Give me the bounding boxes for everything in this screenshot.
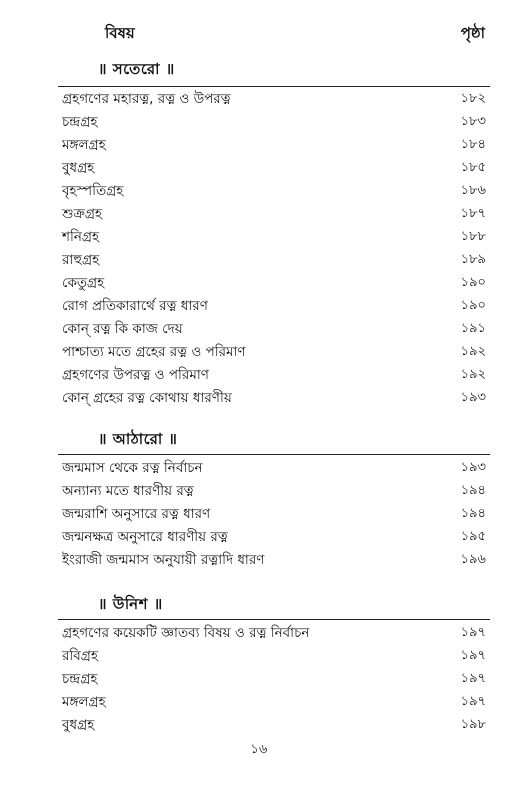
toc-entry	[62, 526, 486, 548]
toc-entry	[62, 714, 486, 736]
entry-page: ১৯৭	[460, 694, 486, 709]
entry-page: ১৮৮	[460, 229, 486, 244]
entry-title: গ্রহগণের মহারত্ন, রত্ন ও উপরত্ন	[62, 91, 231, 107]
entry-title: জন্মরাশি অনুসারে রত্ন ধারণ	[62, 506, 211, 522]
entry-page: ১৮২	[460, 91, 486, 106]
section-divider	[58, 86, 490, 87]
toc-entry	[62, 134, 486, 156]
entry-title: পাশ্চাত্য মতে গ্রহের রত্ন ও পরিমাণ	[62, 344, 246, 360]
section-title-17: ॥ সতেরো ॥	[98, 60, 175, 78]
page-column-heading: পৃষ্ঠা	[460, 24, 485, 42]
toc-header	[105, 22, 485, 44]
toc-entry	[62, 111, 486, 133]
toc-entry	[62, 180, 486, 202]
section-divider	[58, 454, 490, 455]
toc-entry	[62, 668, 486, 690]
entry-page: ১৯১	[460, 321, 486, 336]
entry-title: মঙ্গলগ্রহ	[62, 694, 106, 710]
entry-title: মঙ্গলগ্রহ	[62, 137, 106, 153]
entry-title: জন্মনক্ষত্র অনুসারে ধারণীয় রত্ন	[62, 529, 228, 545]
toc-entry	[62, 645, 486, 667]
entry-title: চন্দ্রগ্রহ	[62, 671, 98, 687]
entry-title: রোগ প্রতিকারার্থে রত্ন ধারণ	[62, 298, 208, 314]
toc-entry	[62, 203, 486, 225]
entry-page: ১৯৭	[460, 648, 486, 663]
toc-entry	[62, 157, 486, 179]
entry-title: গ্রহগণের উপরত্ন ও পরিমাণ	[62, 367, 209, 383]
section-divider	[58, 619, 490, 620]
entry-title: বৃহস্পতিগ্রহ	[62, 183, 124, 199]
entry-page: ১৯৫	[460, 529, 486, 544]
entry-title: রাহুগ্রহ	[62, 252, 100, 268]
entry-title: বুধগ্রহ	[62, 160, 95, 176]
entry-page: ১৯৮	[460, 717, 486, 732]
toc-entry	[62, 691, 486, 713]
entry-title: কেতুগ্রহ	[62, 275, 105, 291]
entry-page: ১৯৩	[460, 460, 486, 475]
entry-page: ১৯০	[460, 275, 486, 290]
toc-entry	[62, 272, 486, 294]
toc-entry	[62, 295, 486, 317]
entry-title: ইংরাজী জন্মমাস অনুযায়ী রত্নাদি ধারণ	[62, 552, 265, 568]
toc-entry	[62, 457, 486, 479]
entry-title: গ্রহগণের কয়েকটি জ্ঞাতব্য বিষয় ও রত্ন নির্বাচন	[62, 625, 310, 641]
toc-entry	[62, 480, 486, 502]
entry-title: অন্যান্য মতে ধারণীয় রত্ন	[62, 483, 194, 499]
entry-page: ১৮৩	[460, 114, 486, 129]
entry-title: শনিগ্রহ	[62, 229, 100, 245]
toc-entry	[62, 249, 486, 271]
toc-entry	[62, 226, 486, 248]
entry-page: ১৯২	[460, 367, 486, 382]
entry-page: ১৯৭	[460, 625, 486, 640]
toc-entry	[62, 503, 486, 525]
toc-entry	[62, 341, 486, 363]
toc-entry	[62, 364, 486, 386]
entry-page: ১৯৩	[460, 390, 486, 405]
entry-title: চন্দ্রগ্রহ	[62, 114, 98, 130]
entry-page: ১৯৬	[460, 552, 486, 567]
entry-page: ১৯২	[460, 344, 486, 359]
entry-page: ১৮৪	[460, 137, 486, 152]
entry-page: ১৯৭	[460, 671, 486, 686]
toc-entry	[62, 387, 486, 409]
subject-column-heading: বিষয়	[105, 24, 135, 42]
entry-title: বুধগ্রহ	[62, 717, 95, 733]
section-title-18: ॥ আঠারো ॥	[98, 430, 178, 448]
entry-page: ১৮৫	[460, 160, 486, 175]
toc-entry	[62, 88, 486, 110]
entry-page: ১৯৪	[460, 483, 486, 498]
toc-entry	[62, 318, 486, 340]
entry-title: কোন্ গ্রহের রত্ন কোথায় ধারণীয়	[62, 390, 232, 406]
entry-title: শুক্রগ্রহ	[62, 206, 103, 222]
entry-page: ১৮৭	[460, 206, 486, 221]
entry-title: জন্মমাস থেকে রত্ন নির্বাচন	[62, 460, 203, 476]
entry-page: ১৮৬	[460, 183, 486, 198]
entry-title: কোন্ রত্ন কি কাজ দেয়	[62, 321, 183, 337]
entry-page: ১৯৪	[460, 506, 486, 521]
section-title-19: ॥ উনিশ ॥	[98, 595, 163, 613]
entry-title: রবিগ্রহ	[62, 648, 99, 664]
entry-page: ১৮৯	[460, 252, 486, 267]
page-number: ১৬	[250, 742, 268, 757]
toc-entry	[62, 622, 486, 644]
entry-page: ১৯০	[460, 298, 486, 313]
toc-entry	[62, 549, 486, 571]
